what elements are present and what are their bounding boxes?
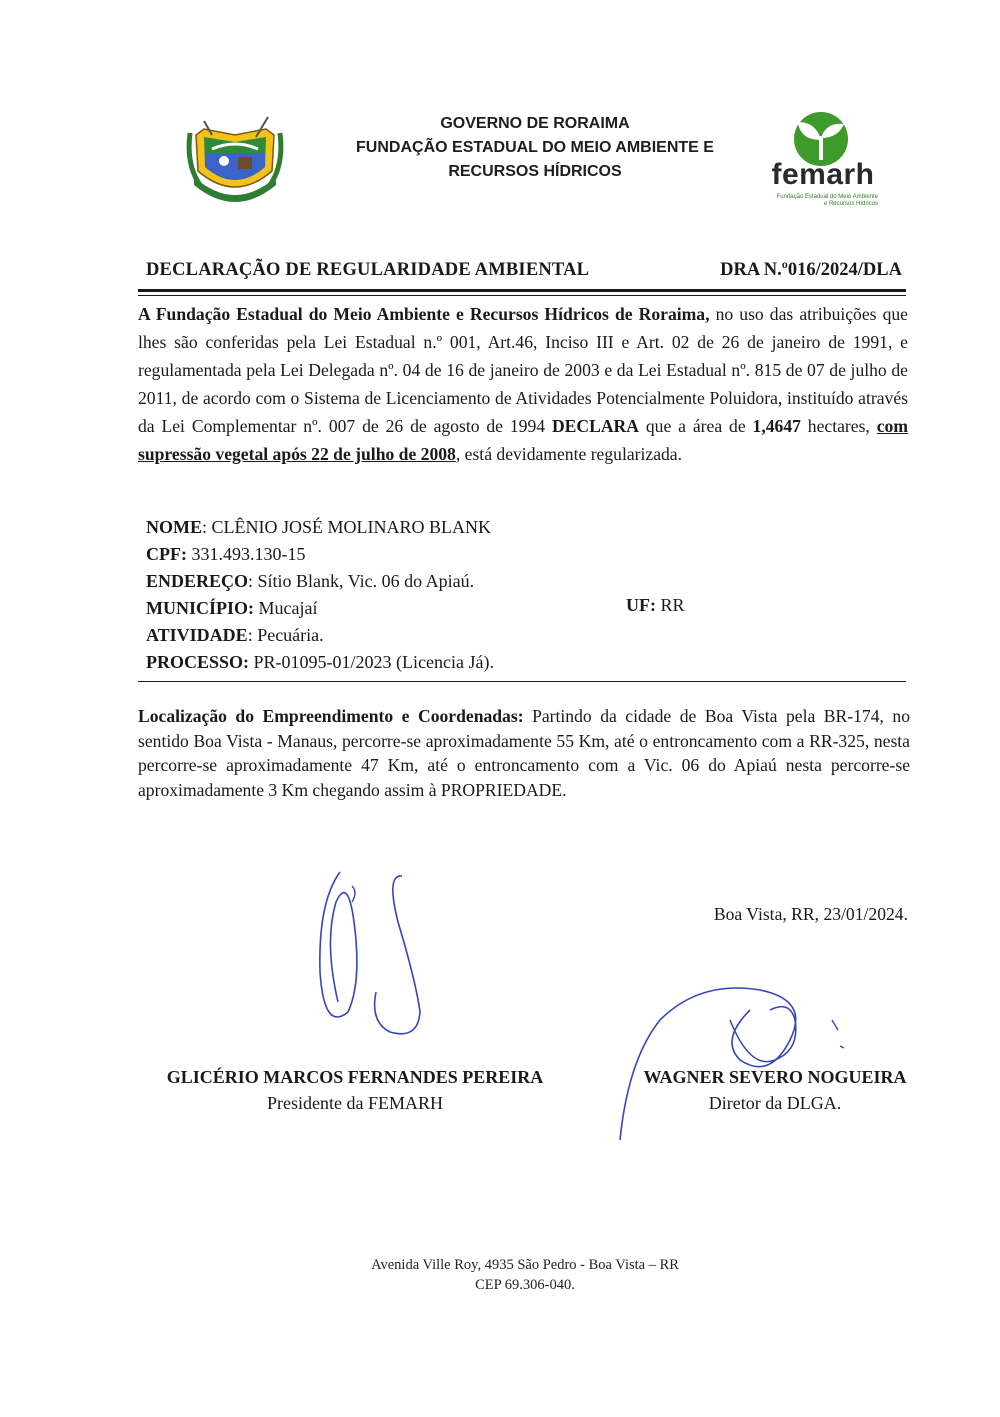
field-atividade — [146, 622, 494, 649]
field-municipio-label: MUNICÍPIO: — [146, 598, 254, 618]
declaration-paragraph — [138, 300, 908, 468]
field-endereco — [146, 568, 494, 595]
declaration-text-4: , está devidamente regularizada. — [455, 444, 683, 464]
signer-president-role: Presidente da FEMARH — [267, 1093, 443, 1113]
footer-street: Avenida Ville Roy, 4935 São Pedro - Boa Vista – RR — [371, 1257, 679, 1273]
field-uf-value: RR — [656, 595, 685, 615]
document-title: DECLARAÇÃO DE REGULARIDADE AMBIENTAL — [146, 260, 590, 280]
field-cpf-label: CPF: — [146, 544, 187, 564]
declaration-suppression-clause: com supressão vegetal após 22 de julho de 2008 — [138, 416, 908, 464]
declaration-text-3: hectares, — [800, 416, 877, 436]
declaration-intro: A Fundação Estadual do Meio Ambiente e Recursos Hídricos de Roraima, — [138, 304, 710, 324]
title-divider-thick — [138, 289, 906, 292]
field-uf-label: UF: — [626, 595, 656, 615]
field-processo-label: PROCESSO: — [146, 652, 250, 672]
issue-date: Boa Vista, RR, 23/01/2024. — [713, 904, 908, 924]
roraima-coat-of-arms-icon — [186, 115, 284, 207]
field-nome-value: : CLÊNIO JOSÉ MOLINARO BLANK — [202, 517, 491, 537]
field-processo-value: PR-01095-01/2023 (Licencia Já). — [249, 652, 494, 672]
field-endereco-value: : Sítio Blank, Vic. 06 do Apiaú. — [248, 571, 475, 591]
signer-president-name: GLICÉRIO MARCOS FERNANDES PEREIRA — [166, 1067, 544, 1087]
issuer-header — [320, 112, 750, 184]
header-line-government: GOVERNO DE RORAIMA — [440, 115, 630, 132]
header-line-resources: RECURSOS HÍDRICOS — [448, 163, 622, 180]
field-uf — [626, 595, 685, 616]
location-label: Localização do Empreendimento e Coordenadas: — [138, 706, 524, 726]
director-signature-icon — [600, 950, 890, 1150]
femarh-subtitle-line-1: Fundação Estadual do Meio Ambiente — [776, 194, 878, 200]
holder-fields — [146, 514, 494, 676]
title-divider-thin — [138, 295, 906, 296]
field-atividade-value: : Pecuária. — [247, 625, 324, 645]
femarh-logo-text: femarh — [771, 158, 875, 191]
field-cpf-value: 331.493.130-15 — [186, 544, 306, 564]
header-line-foundation: FUNDAÇÃO ESTADUAL DO MEIO AMBIENTE E — [356, 139, 714, 156]
declaration-area: 1,4647 — [752, 416, 801, 436]
president-signature-icon — [290, 862, 460, 1042]
declaration-text-2: que a área de — [638, 416, 753, 436]
field-endereco-label: ENDEREÇO — [146, 571, 249, 591]
field-municipio-value: Mucajaí — [254, 598, 318, 618]
field-atividade-label: ATIVIDADE — [146, 625, 248, 645]
field-processo — [146, 649, 494, 676]
location-paragraph — [138, 704, 910, 802]
location-text: Partindo da cidade de Boa Vista pela BR-174, no sentido Boa Vista - Manaus, percorre-se aproximadamente 55 Km, até o entroncamento com a RR-325, nesta percorre-se aproximadamente 47 Km, até o entroncamento com a Vic. 06 do Apiaú nesta percorre-se aproximadamente 3 Km chegando assim à PROPRIEDADE. — [138, 706, 910, 800]
field-nome — [146, 514, 494, 541]
signer-director-role: Diretor da DLGA. — [708, 1093, 842, 1113]
fields-divider — [138, 681, 906, 682]
document-number: DRA N.º016/2024/DLA — [720, 260, 902, 280]
signer-director — [620, 1064, 930, 1116]
femarh-logo-subtitle — [762, 194, 878, 208]
field-municipio — [146, 595, 494, 622]
footer-cep: CEP 69.306-040. — [475, 1277, 575, 1293]
field-cpf — [146, 541, 494, 568]
declaration-declara: DECLARA — [551, 416, 639, 436]
declaration-text-1: no uso das atribuições que lhes são conferidas pela Lei Estadual n.º 001, Art.46, Inciso III e Art. 02 de 26 de janeiro de 1991, e regulamentada pela Lei Delegada nº. 04 de 16 de janeiro de 2003 e da Lei Estadual nº. 815 de 07 de julho de 2011, de acordo com o Sistema de Licenciamento de Atividades Potencialmente Poluidora, instituído através da Lei Complementar nº. 007 de 26 de agosto de 1994 — [138, 304, 908, 436]
field-nome-label: NOME — [146, 517, 202, 537]
footer-address — [300, 1255, 750, 1295]
femarh-subtitle-line-2: e Recursos Hídricos — [823, 201, 878, 207]
signer-president — [138, 1064, 572, 1116]
signer-director-name: WAGNER SEVERO NOGUEIRA — [643, 1067, 907, 1087]
